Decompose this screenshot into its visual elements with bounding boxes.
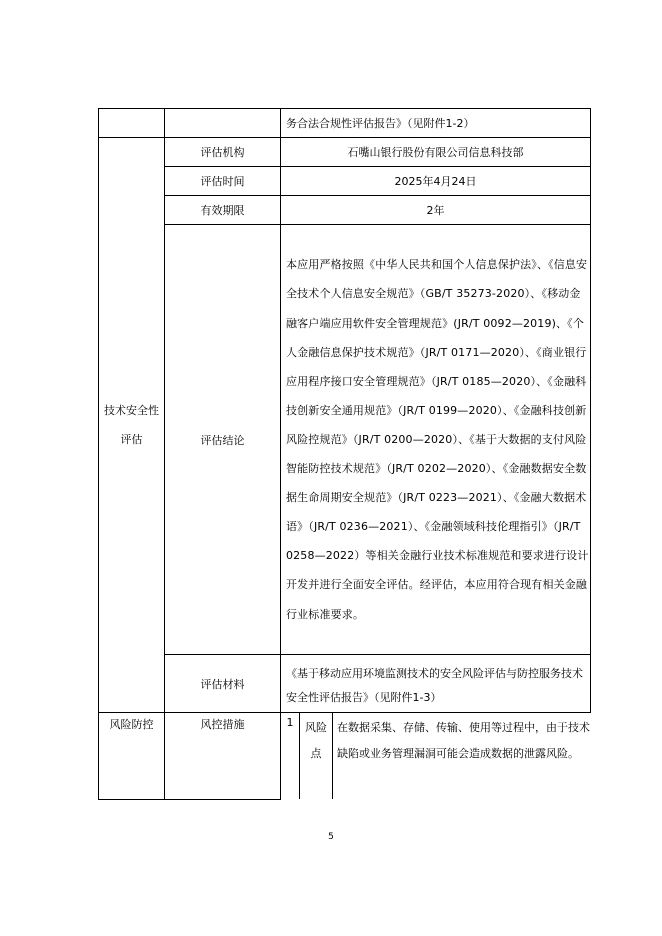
evaluation-table [98, 108, 591, 800]
empty-cell [99, 109, 165, 138]
conclusion-row [99, 225, 591, 655]
risk-item-table [281, 713, 591, 799]
validity-label: 有效期限 [165, 196, 281, 225]
risk-item-type: 风险点 [300, 713, 333, 799]
org-row [99, 138, 591, 167]
materials-row [99, 655, 591, 713]
risk-measures-label: 风控措施 [165, 713, 281, 800]
risk-item-text: 在数据采集、存储、传输、使用等过程中，由于技术缺陷或业务管理漏洞可能会造成数据的泄露风险。 [337, 721, 590, 760]
conclusion-label: 评估结论 [165, 225, 281, 655]
time-label: 评估时间 [165, 167, 281, 196]
risk-item-number: 1 [281, 713, 300, 799]
materials-text: 《基于移动应用环境监测技术的安全风险评估与防控服务技术安全性评估报告》（见附件1-3） [281, 655, 591, 713]
materials-label: 评估材料 [165, 655, 281, 713]
org-value: 石嘴山银行股份有限公司信息科技部 [281, 138, 591, 167]
time-row [99, 167, 591, 196]
risk-item-cell [281, 713, 591, 800]
conclusion-text: 本应用严格按照《中华人民共和国个人信息保护法》、《信息安全技术个人信息安全规范》（GB/T 35273-2020）、《移动金融客户端应用软件安全管理规范》(JR/T 0092—2019)、《个人金融信息保护技术规范》（JR/T 0171—2020）、《商业银行应用程序接口安全管理规范》（JR/T 0185—2020）、《金融科技创新安全通用规范》（JR/T 0199—2020）、《金融科技创新风险控规范》（JR/T 0200—2020）、《基于大数据的支付风险智能防控技术规范》（JR/T 0202—2020）、《金融数据安全数据生命周期安全规范》（JR/T 0223—2021）、《金融大数据术语》（JR/T 0236—2021）、《金融领域科技伦理指引》（JR/T 0258—2022）等相关金融行业技术标准规范和要求进行设计开发并进行全面安全评估。经评估，本应用符合现有相关金融行业标准要求。 [281, 225, 591, 655]
tech-security-label: 技术安全性评估 [99, 138, 165, 713]
page-number: 5 [328, 832, 334, 842]
validity-row [99, 196, 591, 225]
risk-row [99, 713, 591, 800]
continued-text: 务合法合规性评估报告》（见附件1-2） [281, 109, 591, 138]
empty-cell [165, 109, 281, 138]
org-label: 评估机构 [165, 138, 281, 167]
time-value: 2025年4月24日 [281, 167, 591, 196]
continued-row [99, 109, 591, 138]
risk-control-label: 风险防控 [99, 713, 165, 800]
validity-value: 2年 [281, 196, 591, 225]
